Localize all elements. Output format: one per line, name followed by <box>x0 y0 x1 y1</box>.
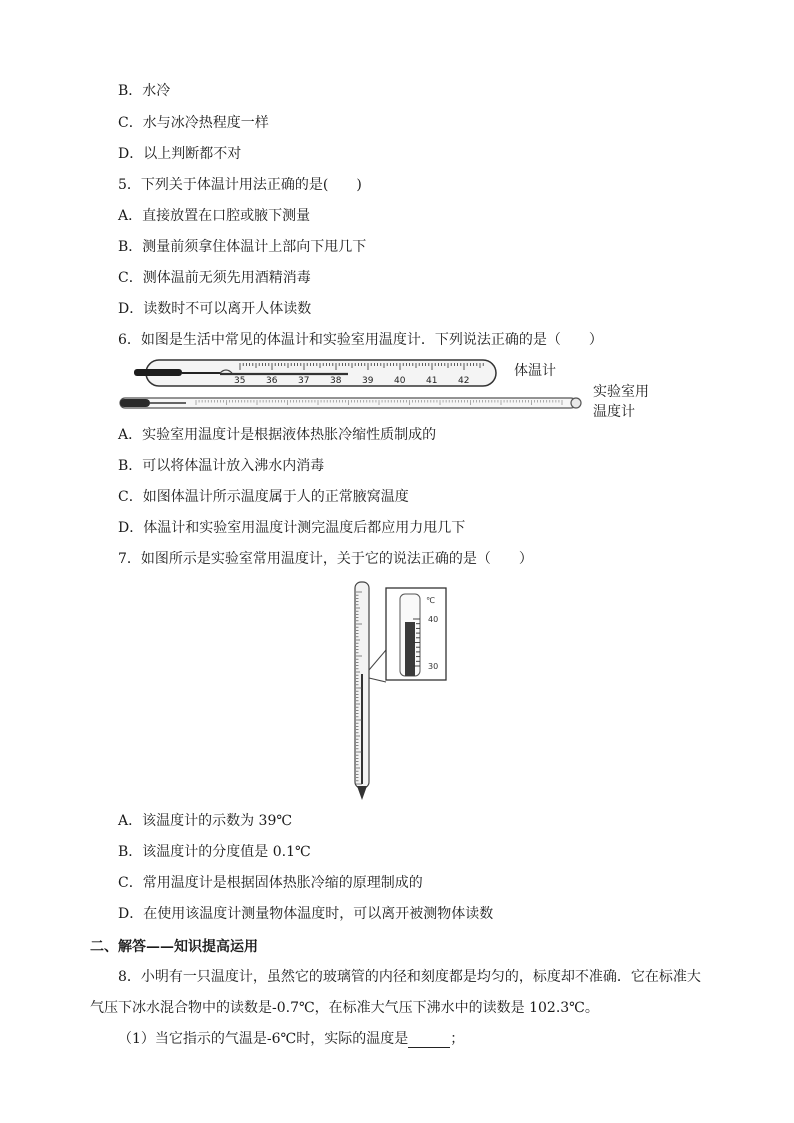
q5-option-a: A．直接放置在口腔或腋下测量 <box>118 208 311 224</box>
clinical-thermometer-label: 体温计 <box>514 363 556 379</box>
q5-stem: 5．下列关于体温计用法正确的是( ) <box>118 177 362 193</box>
clinical-scale-number: 39 <box>362 376 374 386</box>
q7-option-b: B．该温度计的分度值是 0.1℃ <box>118 844 311 860</box>
inset-upper-mark: 40 <box>428 615 439 624</box>
q7-thermometer-figure <box>340 578 450 804</box>
inset-unit-label: ℃ <box>426 596 435 605</box>
q5-option-d: D．读数时不可以离开人体读数 <box>118 301 312 317</box>
q4-option-d: D．以上判断都不对 <box>118 146 242 162</box>
q7-option-d: D．在使用该温度计测量物体温度时，可以离开被测物体读数 <box>118 906 494 922</box>
clinical-scale-number: 42 <box>458 376 470 386</box>
lab-thermometer-label-line2: 温度计 <box>593 404 635 420</box>
q6-option-b: B．可以将体温计放入沸水内消毒 <box>118 458 325 474</box>
q7-stem: 7．如图所示是实验室常用温度计，关于它的说法正确的是（ ） <box>118 551 533 567</box>
q6-stem: 6．如图是生活中常见的体温计和实验室用温度计．下列说法正确的是（ ） <box>118 332 603 348</box>
q8-sub1 <box>118 1030 464 1048</box>
q8-sub1-end: ； <box>450 1031 465 1047</box>
clinical-scale-number: 35 <box>234 376 246 386</box>
q7-option-c: C．常用温度计是根据固体热胀冷缩的原理制成的 <box>118 875 423 891</box>
q8-sub1-text: （1）当它指示的气温是-6℃时，实际的温度是 <box>118 1031 409 1047</box>
clinical-scale-number: 38 <box>330 376 342 386</box>
q8-sub1-answer-blank[interactable] <box>408 1033 450 1048</box>
q4-option-b: B．水冷 <box>118 83 171 99</box>
lab-thermometer-label-line1: 实验室用 <box>593 384 649 400</box>
q4-option-c: C．水与冰冷热程度一样 <box>118 115 269 131</box>
clinical-scale-number: 40 <box>394 376 406 386</box>
q5-option-b: B．测量前须拿住体温计上部向下甩几下 <box>118 239 367 255</box>
inset-lower-mark: 30 <box>428 662 439 671</box>
clinical-scale-number: 36 <box>266 376 278 386</box>
q8-line1: 8．小明有一只温度计，虽然它的玻璃管的内径和刻度都是均匀的，标度却不准确．它在标准大 <box>118 969 701 985</box>
q5-option-c: C．测体温前无须先用酒精消毒 <box>118 270 311 286</box>
q6-option-c: C．如图体温计所示温度属于人的正常腋窝温度 <box>118 489 409 505</box>
q8-line2: 气压下冰水混合物中的读数是-0.7℃，在标准大气压下沸水中的读数是 102.3℃。 <box>90 1000 599 1016</box>
clinical-scale-number: 41 <box>426 376 438 386</box>
q6-option-a: A．实验室用温度计是根据液体热胀冷缩性质制成的 <box>118 427 437 443</box>
clinical-scale-number: 37 <box>298 376 310 386</box>
q6-option-d: D．体温计和实验室用温度计测完温度后都应用力甩几下 <box>118 520 466 536</box>
section-heading: 二、解答——知识提高运用 <box>90 939 258 955</box>
q7-option-a: A．该温度计的示数为 39℃ <box>118 813 293 829</box>
